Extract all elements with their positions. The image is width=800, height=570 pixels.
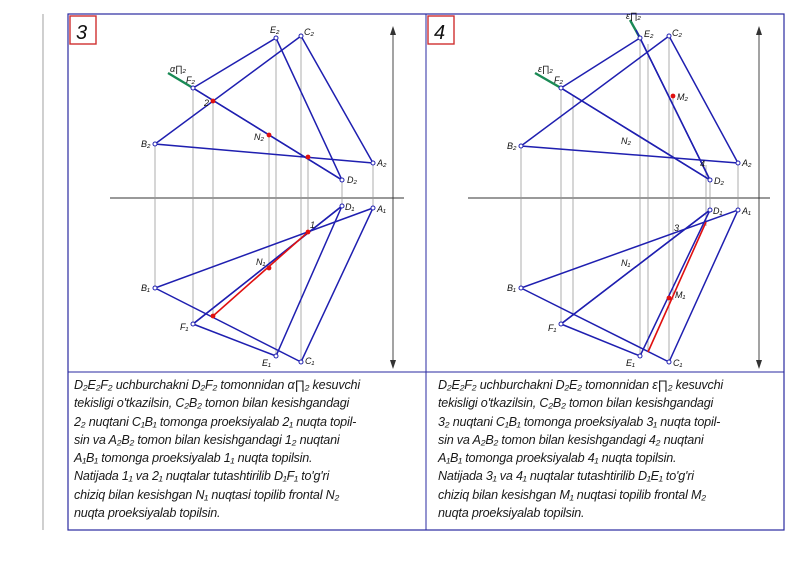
label-F2: F₂ [186, 75, 195, 85]
line-3-4-horizontal [648, 222, 706, 352]
caption-line: D₂E₂F₂ uchburchakni D₂E₂ tomonnidan ε∏₂ kesuvchi [438, 378, 724, 392]
label-B1: B₁ [507, 283, 516, 293]
caption-line: tekisligi o'tkazilsin, C₂B₂ tomon bilan kesishgandagi [438, 396, 714, 411]
label-point-3: 3 [674, 223, 680, 233]
caption-line: chiziq bilan kesishgan N₁ nuqtasi topilib frontal N₂ [74, 487, 340, 502]
panel-4-drawing [428, 11, 770, 369]
label-eps-top: ε∏₂ [626, 11, 641, 21]
label-E1: E₁ [262, 358, 271, 368]
label-D1: D₁ [713, 206, 723, 216]
triangle-DEF-horizontal [193, 206, 342, 356]
caption-line: A₁B₁ tomonga proeksiyalab 4₁ nuqta topilsin. [438, 451, 677, 466]
label-C2: C₂ [304, 27, 314, 37]
triangle-ABC-frontal [155, 36, 373, 163]
point-1-frontal [306, 155, 311, 160]
caption-line: sin va A₂B₂ tomon bilan kesishgandagi 4₂ nuqtani [438, 432, 704, 447]
caption-line: chiziq bilan kesishgan M₁ nuqtasi topilib frontal M₂ [438, 487, 706, 502]
panel-4-caption [438, 376, 788, 522]
label-alpha: α∏₂ [170, 64, 186, 74]
label-F1: F₁ [548, 323, 557, 333]
label-E2: E₂ [270, 25, 280, 35]
label-D1: D₁ [345, 202, 355, 212]
label-D2: D₂ [347, 175, 357, 185]
caption-line: Natijada 1₁ va 2₁ nuqtalar tutashtirilib D₁F₁ to'g'ri [74, 469, 330, 484]
label-B1: B₁ [141, 283, 150, 293]
label-N2: N₂ [621, 136, 631, 146]
panel-3-caption [74, 376, 424, 522]
label-C2: C₂ [672, 28, 682, 38]
line-1-2-horizontal [213, 232, 308, 316]
label-eps: ε∏₂ [538, 64, 553, 74]
label-E1: E₁ [626, 358, 635, 368]
label-A1: A₁ [377, 204, 386, 214]
axis-arrow-down [390, 360, 396, 369]
point-2-frontal [211, 99, 216, 104]
point-2-horizontal [211, 314, 216, 319]
label-C1: C₁ [305, 356, 315, 366]
label-A2: A₂ [742, 158, 752, 168]
line-D1F1 [561, 210, 710, 324]
label-N2: N₂ [254, 132, 264, 142]
caption-line: A₁B₁ tomonga proeksiyalab 1₁ nuqta topilsin. [74, 451, 313, 466]
label-D2: D₂ [714, 176, 724, 186]
axis-arrow-up [390, 26, 396, 35]
point-N1 [267, 266, 272, 271]
caption-line: sin va A₂B₂ tomon bilan kesishgandagi 1₂ nuqtani [74, 432, 340, 447]
caption-line: Natijada 3₁ va 4₁ nuqtalar tutashtirilib D₁E₁ to'g'ri [438, 469, 694, 484]
label-M2: M₂ [677, 92, 688, 102]
point-1-horizontal [306, 230, 311, 235]
caption-line: nuqta proeksiyalab topilsin. [74, 506, 221, 521]
label-point-1: 1 [310, 220, 316, 230]
caption-line: 3₂ nuqtani C₁B₁ tomonga proeksiyalab 3₁ nuqta topil- [438, 414, 721, 429]
triangle-ABC-horizontal [521, 210, 738, 362]
label-N1: N₁ [621, 258, 631, 268]
panel-4-number: 4 [434, 22, 446, 44]
label-point-2: 2 [204, 98, 210, 108]
axis-arrow-up [756, 26, 762, 35]
label-point-4: 4 [700, 159, 706, 169]
label-M1: M₁ [675, 290, 686, 300]
label-A1: A₁ [742, 206, 751, 216]
line-D1F1 [193, 206, 342, 324]
triangle-DEF-horizontal [561, 210, 710, 356]
label-N1: N₁ [256, 257, 266, 267]
label-F2: F₂ [554, 75, 563, 85]
caption-line: nuqta proeksiyalab topilsin. [438, 506, 585, 521]
point-M1 [667, 296, 672, 301]
panel-3-drawing [70, 16, 404, 369]
label-A2: A₂ [377, 158, 387, 168]
panel-3-number: 3 [76, 22, 88, 44]
point-N2 [267, 133, 272, 138]
axis-arrow-down [756, 360, 762, 369]
label-B2: B₂ [141, 139, 151, 149]
point-M2 [671, 94, 676, 99]
caption-line: D₂E₂F₂ uchburchakni D₂F₂ tomonnidan α∏₂ kesuvchi [74, 378, 360, 392]
caption-line: 2₂ nuqtani C₁B₁ tomonga proeksiyalab 2₁ nuqta topil- [74, 414, 357, 429]
triangle-ABC-horizontal [155, 208, 373, 362]
label-B2: B₂ [507, 141, 517, 151]
label-C1: C₁ [673, 358, 683, 368]
caption-line: tekisligi o'tkazilsin, C₂B₂ tomon bilan kesishgandagi [74, 396, 350, 411]
label-F1: F₁ [180, 322, 189, 332]
label-E2: E₂ [644, 29, 654, 39]
